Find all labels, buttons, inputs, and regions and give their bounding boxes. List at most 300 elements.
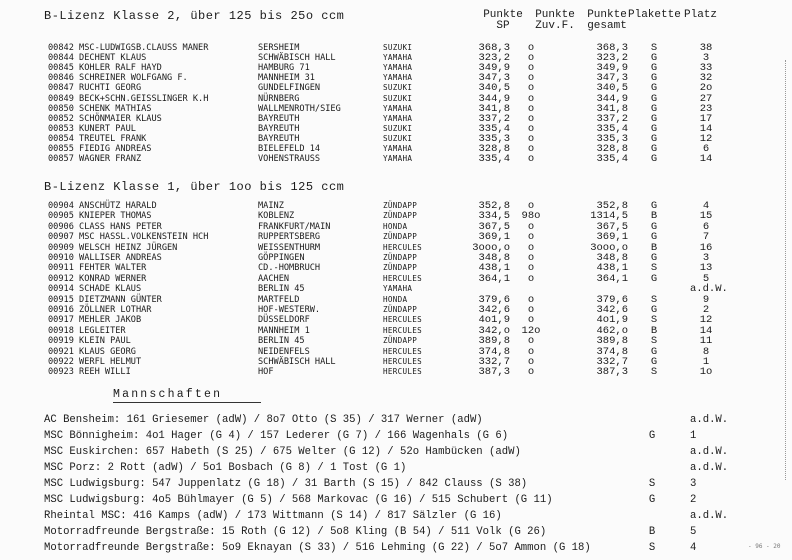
driver-city: BAYREUTH	[258, 123, 300, 134]
punkte-sp: 364,1	[478, 272, 510, 285]
driver-city: HOF-WESTERW.	[258, 305, 321, 315]
punkte-gesamt: 335,4	[596, 122, 628, 135]
team-row	[0, 541, 792, 555]
punkte-sp: 341,8	[478, 102, 510, 115]
driver-name: 00845 KOHLER RALF HAYD	[48, 63, 162, 74]
team-row	[0, 429, 792, 443]
table-row	[0, 274, 792, 284]
punkte-zuv: o	[527, 102, 535, 115]
punkte-zuv: o	[527, 143, 535, 155]
team-platz: 5	[690, 526, 697, 538]
punkte-zuv: o	[527, 62, 535, 75]
team-platz: 3	[690, 478, 697, 490]
col-header-punkte-sp	[482, 10, 524, 32]
team-entry: Motorradfreunde Bergstraße: 15 Roth (G 12) / 5o8 Kling (B 54) / 511 Volk (G 26)	[44, 526, 547, 538]
table-row	[0, 305, 792, 315]
motorcycle-make: ZÜNDAPP	[383, 253, 418, 262]
motorcycle-make: SUZUKI	[383, 93, 413, 103]
driver-name: 00910 WALLISER ANDREAS	[48, 253, 162, 263]
klasse1-title: B-Lizenz Klasse 1, über 1oo bis 125 ccm	[44, 180, 345, 194]
punkte-gesamt: 347,3	[596, 72, 628, 85]
motorcycle-make: YAMAHA	[383, 154, 413, 164]
motorcycle-make: HERCULES	[383, 346, 422, 356]
motorcycle-make: ZÜNDAPP	[383, 336, 418, 346]
punkte-gesamt: 328,8	[596, 143, 628, 155]
table-row	[0, 232, 792, 242]
platz: a.d.W.	[690, 283, 728, 296]
team-plakette: G	[648, 494, 656, 506]
punkte-zuv: o	[527, 304, 535, 316]
driver-name: 00854 TREUTEL FRANK	[48, 133, 147, 144]
motorcycle-make: YAMAHA	[383, 284, 413, 294]
driver-name: 00907 MSC HASSL.VOLKENSTEIN HCH	[48, 232, 209, 243]
punkte-sp: 369,1	[478, 231, 510, 244]
punkte-gesamt: 379,6	[596, 293, 628, 306]
team-platz: 4	[690, 542, 697, 554]
punkte-zuv: o	[527, 72, 535, 85]
table-row	[0, 253, 792, 263]
team-row	[0, 461, 792, 475]
driver-name: 00909 WELSCH HEINZ JÜRGEN	[48, 242, 178, 253]
punkte-sp: 347,3	[478, 72, 510, 85]
table-row	[0, 284, 792, 294]
table-row	[0, 263, 792, 273]
klasse2-title: B-Lizenz Klasse 2, über 125 bis 25o ccm	[44, 9, 345, 23]
platz: 13	[699, 262, 713, 275]
team-row	[0, 477, 792, 491]
punkte-zuv: o	[527, 220, 535, 233]
mannschaften-underline	[113, 402, 261, 403]
table-row	[0, 201, 792, 211]
platz: 7	[702, 231, 710, 244]
plakette: G	[650, 102, 658, 115]
driver-name: 00855 FIEDIG ANDREAS	[48, 144, 152, 154]
motorcycle-make: ZÜNDAPP	[383, 232, 418, 242]
punkte-zuv: o	[527, 153, 535, 166]
table-row	[0, 347, 792, 357]
plakette: G	[650, 72, 658, 85]
platz: 16	[699, 241, 713, 254]
driver-name: 00857 WAGNER FRANZ	[48, 154, 142, 165]
motorcycle-make: HERCULES	[383, 325, 422, 335]
table-row	[0, 104, 792, 114]
punkte-gesamt: 342,6	[596, 304, 628, 316]
driver-name: 00917 MEHLER JAKOB	[48, 315, 142, 326]
team-plakette: B	[648, 526, 656, 538]
platz: 14	[699, 153, 713, 166]
team-row	[0, 413, 792, 427]
motorcycle-make: SUZUKI	[383, 123, 413, 133]
punkte-sp: 3ooo,o	[472, 241, 510, 254]
driver-city: NÜRNBERG	[258, 93, 300, 104]
col-header-punkte-zuv	[530, 10, 580, 32]
motorcycle-make: ZÜNDAPP	[383, 201, 418, 210]
driver-name: 00919 KLEIN PAUL	[48, 336, 131, 347]
table-row	[0, 94, 792, 104]
platz: 8	[702, 345, 710, 358]
table-row	[0, 83, 792, 93]
punkte-sp: 352,8	[478, 200, 510, 212]
driver-city: SCHWÄBISCH HALL	[258, 357, 336, 367]
driver-city: MANNHEIM 1	[258, 325, 310, 336]
punkte-zuv: o	[527, 122, 535, 135]
platz: 15	[699, 210, 713, 223]
driver-city: HOF	[258, 367, 274, 378]
plakette: B	[650, 241, 658, 254]
team-plakette: G	[648, 430, 656, 442]
team-platz: a.d.W.	[690, 510, 729, 522]
punkte-gesamt: 335,3	[596, 132, 628, 145]
platz: 23	[699, 102, 713, 115]
col-header-punkte-sp-text: Punkte SP	[483, 9, 523, 32]
plakette: G	[650, 231, 658, 244]
driver-city: BERLIN 45	[258, 336, 305, 347]
punkte-zuv: o	[527, 200, 535, 212]
motorcycle-make: YAMAHA	[383, 63, 413, 73]
team-entry: AC Bensheim: 161 Griesemer (adW) / 8o7 Otto (S 35) / 317 Werner (adW)	[44, 414, 483, 426]
team-row	[0, 509, 792, 523]
platz: 2	[702, 304, 710, 316]
platz: 27	[699, 92, 713, 105]
driver-city: WALLMENROTH/SIEG	[258, 103, 341, 114]
driver-city: AACHEN	[258, 273, 290, 284]
driver-name: 00922 WERFL HELMUT	[48, 357, 142, 367]
col-header-punkte-gesamt	[584, 10, 630, 32]
punkte-zuv: o	[527, 356, 535, 368]
punkte-zuv: o	[527, 92, 535, 105]
driver-city: MANNHEIM 31	[258, 73, 315, 84]
motorcycle-make: YAMAHA	[383, 144, 413, 153]
team-platz: a.d.W.	[690, 462, 729, 474]
driver-city: SERSHEIM	[258, 43, 300, 53]
punkte-sp: 335,4	[478, 153, 510, 166]
punkte-sp: 374,8	[478, 345, 510, 358]
plakette: B	[650, 324, 658, 337]
punkte-sp: 335,3	[478, 132, 510, 145]
punkte-zuv: o	[527, 314, 535, 327]
table-row	[0, 357, 792, 367]
team-entry: Rheintal MSC: 416 Kamps (adW) / 173 Wittmann (S 14) / 817 Sälzler (G 16)	[44, 510, 502, 522]
punkte-zuv: o	[527, 335, 535, 348]
punkte-sp: 344,9	[478, 92, 510, 105]
punkte-zuv: o	[527, 252, 535, 264]
platz: 12	[699, 132, 713, 145]
driver-city: HAMBURG 71	[258, 63, 310, 74]
plakette: G	[650, 252, 658, 264]
punkte-sp: 438,1	[478, 262, 510, 275]
plakette: B	[650, 210, 658, 223]
punkte-gesamt: 368,3	[596, 42, 628, 54]
col-header-plakette: Plakette	[628, 9, 681, 21]
punkte-sp: 335,4	[478, 122, 510, 135]
punkte-sp: 348,8	[478, 252, 510, 264]
driver-city: FRANKFURT/MAIN	[258, 221, 331, 232]
punkte-gesamt: 387,3	[596, 366, 628, 379]
driver-city: WEISSENTHURM	[258, 242, 321, 253]
driver-name: 00918 LEGLEITER	[48, 325, 126, 336]
punkte-sp: 332,7	[478, 356, 510, 368]
col-header-platz: Platz	[684, 9, 718, 21]
punkte-gesamt: 323,2	[596, 52, 628, 65]
table-row	[0, 211, 792, 221]
plakette: G	[650, 92, 658, 105]
punkte-sp: 342,o	[478, 324, 510, 337]
punkte-gesamt: 349,9	[596, 62, 628, 75]
driver-city: MAINZ	[258, 201, 284, 211]
punkte-gesamt: 332,7	[596, 356, 628, 368]
plakette: G	[650, 132, 658, 145]
platz: 5	[702, 272, 710, 285]
driver-city: BIELEFELD 14	[258, 144, 321, 154]
punkte-gesamt: 462,o	[596, 324, 628, 337]
driver-name: 00847 RUCHTI GEORG	[48, 83, 142, 94]
punkte-zuv: o	[527, 262, 535, 275]
driver-city: BERLIN 45	[258, 284, 305, 295]
driver-name: 00904 ANSCHÜTZ HARALD	[48, 201, 157, 211]
table-row	[0, 144, 792, 154]
punkte-gesamt: 1314,5	[590, 210, 628, 223]
motorcycle-make: YAMAHA	[383, 53, 413, 63]
plakette: G	[650, 122, 658, 135]
motorcycle-make: ZÜNDAPP	[383, 211, 418, 221]
punkte-sp: 368,3	[478, 42, 510, 54]
platz: 17	[699, 112, 713, 125]
team-entry: MSC Ludwigsburg: 4o5 Bühlmayer (G 5) / 568 Markovac (G 16) / 515 Schubert (G 11)	[44, 494, 553, 506]
punkte-gesamt: 389,8	[596, 335, 628, 348]
punkte-gesamt: 348,8	[596, 252, 628, 264]
table-row	[0, 134, 792, 144]
driver-city: BAYREUTH	[258, 113, 300, 124]
driver-city: GÖPPINGEN	[258, 253, 305, 263]
punkte-sp: 349,9	[478, 62, 510, 75]
team-row	[0, 525, 792, 539]
punkte-zuv: 98o	[521, 210, 541, 223]
motorcycle-make: YAMAHA	[383, 73, 413, 83]
punkte-zuv: o	[527, 241, 535, 254]
driver-name: 00923 REEH WILLI	[48, 367, 131, 378]
motorcycle-make: HERCULES	[383, 357, 422, 366]
plakette: S	[650, 262, 658, 275]
plakette: G	[650, 345, 658, 358]
table-row	[0, 114, 792, 124]
punkte-sp: 328,8	[478, 143, 510, 155]
driver-city: CD.-HOMBRUCH	[258, 263, 321, 274]
motorcycle-make: HONDA	[383, 221, 408, 231]
plakette: S	[650, 42, 658, 54]
platz: 32	[699, 72, 713, 85]
plakette: S	[650, 366, 658, 379]
punkte-zuv: o	[527, 272, 535, 285]
punkte-sp: 342,6	[478, 304, 510, 316]
driver-name: 00914 SCHADE KLAUS	[48, 284, 142, 295]
punkte-sp: 387,3	[478, 366, 510, 379]
driver-name: 00916 ZÖLLNER LOTHAR	[48, 305, 152, 315]
punkte-gesamt: 340,5	[596, 82, 628, 95]
plakette: G	[650, 356, 658, 368]
driver-name: 00911 FEHTER WALTER	[48, 263, 147, 274]
punkte-gesamt: 367,5	[596, 220, 628, 233]
punkte-zuv: o	[527, 231, 535, 244]
punkte-zuv: o	[527, 82, 535, 95]
table-row	[0, 63, 792, 73]
col-header-punkte-gesamt-text: Punkte gesamt	[587, 9, 627, 32]
platz: 4	[702, 200, 710, 212]
motorcycle-make: HONDA	[383, 294, 408, 304]
table-row	[0, 336, 792, 346]
punkte-sp: 340,5	[478, 82, 510, 95]
driver-city: BAYREUTH	[258, 133, 300, 144]
driver-city: VOHENSTRAUSS	[258, 154, 321, 165]
driver-name: 00852 SCHÖNMAIER KLAUS	[48, 113, 162, 124]
team-entry: Motorradfreunde Bergstraße: 5o9 Eknayan (S 33) / 516 Lehming (G 22) / 5o7 Ammon (G 18)	[44, 542, 591, 554]
table-row	[0, 222, 792, 232]
driver-name: 00849 BECK+SCHN.GEISSLINGER K.H	[48, 93, 209, 104]
platz: 1	[702, 356, 710, 368]
punkte-zuv: o	[527, 52, 535, 65]
motorcycle-make: ZÜNDAPP	[383, 263, 418, 273]
driver-name: 00921 KLAUS GEORG	[48, 346, 136, 357]
driver-name: 00842 MSC-LUDWIGSB.CLAUSS MANER	[48, 43, 209, 53]
plakette: S	[650, 314, 658, 327]
plakette: G	[650, 272, 658, 285]
team-platz: 1	[690, 430, 697, 442]
team-row	[0, 445, 792, 459]
team-platz: 2	[690, 494, 697, 506]
table-row	[0, 243, 792, 253]
punkte-gesamt: 4o1,9	[596, 314, 628, 327]
platz: 1o	[699, 366, 713, 379]
plakette: G	[650, 52, 658, 65]
punkte-sp: 379,6	[478, 293, 510, 306]
team-row	[0, 493, 792, 507]
platz: 12	[699, 314, 713, 327]
driver-name: 00850 SCHENK MATHIAS	[48, 103, 152, 114]
plakette: G	[650, 153, 658, 166]
motorcycle-make: SUZUKI	[383, 43, 413, 52]
motorcycle-make: HERCULES	[383, 315, 422, 325]
driver-city: SCHWÄBISCH HALL	[258, 53, 336, 64]
platz: 3	[702, 252, 710, 264]
col-header-punkte-zuv-text: Punkte Zuv.F.	[535, 9, 575, 32]
plakette: S	[650, 335, 658, 348]
mannschaften-title: Mannschaften	[113, 388, 223, 401]
plakette: G	[650, 82, 658, 95]
driver-name: 00905 KNIEPER THOMAS	[48, 211, 152, 222]
punkte-zuv: o	[527, 112, 535, 125]
table-row	[0, 295, 792, 305]
driver-city: KOBLENZ	[258, 211, 295, 222]
team-entry: MSC Porz: 2 Rott (adW) / 5o1 Bosbach (G 8) / 1 Tost (G 1)	[44, 462, 407, 474]
punkte-gesamt: 341,8	[596, 102, 628, 115]
team-entry: MSC Ludwigsburg: 547 Juppenlatz (G 18) / 31 Barth (S 15) / 842 Clauss (S 38)	[44, 478, 528, 490]
plakette: G	[650, 304, 658, 316]
driver-city: DÜSSELDORF	[258, 315, 310, 326]
punkte-sp: 337,2	[478, 112, 510, 125]
punkte-zuv: o	[527, 293, 535, 306]
driver-name: 00853 KUNERT PAUL	[48, 123, 136, 134]
team-plakette: S	[648, 478, 656, 490]
platz: 2o	[699, 82, 713, 95]
motorcycle-make: HERCULES	[383, 273, 422, 283]
punkte-zuv: o	[527, 345, 535, 358]
punkte-zuv: o	[527, 132, 535, 145]
table-row	[0, 53, 792, 63]
platz: 9	[702, 293, 710, 306]
punkte-sp: 389,8	[478, 335, 510, 348]
punkte-gesamt: 335,4	[596, 153, 628, 166]
platz: 6	[702, 220, 710, 233]
plakette: G	[650, 112, 658, 125]
driver-name: 00846 SCHREINER WOLFGANG F.	[48, 73, 188, 84]
motorcycle-make: SUZUKI	[383, 83, 413, 93]
motorcycle-make: HERCULES	[383, 367, 422, 377]
motorcycle-make: YAMAHA	[383, 113, 413, 123]
team-entry: MSC Bönnigheim: 4o1 Hager (G 4) / 157 Lederer (G 7) / 166 Wagenhals (G 6)	[44, 430, 509, 442]
plakette: G	[650, 62, 658, 75]
plakette: G	[650, 220, 658, 233]
punkte-gesamt: 374,8	[596, 345, 628, 358]
table-row	[0, 326, 792, 336]
punkte-gesamt: 438,1	[596, 262, 628, 275]
motorcycle-make: HERCULES	[383, 242, 422, 252]
punkte-zuv: 12o	[521, 324, 541, 337]
team-platz: a.d.W.	[690, 446, 729, 458]
punkte-zuv: o	[527, 42, 535, 54]
punkte-gesamt: 344,9	[596, 92, 628, 105]
driver-city: GUNDELFINGEN	[258, 83, 321, 94]
motorcycle-make: YAMAHA	[383, 103, 413, 113]
platz: 6	[702, 143, 710, 155]
punkte-sp: 334,5	[478, 210, 510, 223]
punkte-gesamt: 352,8	[596, 200, 628, 212]
table-row	[0, 154, 792, 164]
platz: 14	[699, 324, 713, 337]
punkte-gesamt: 337,2	[596, 112, 628, 125]
table-row	[0, 315, 792, 325]
platz: 11	[699, 335, 713, 348]
team-plakette: S	[648, 542, 656, 554]
punkte-sp: 323,2	[478, 52, 510, 65]
punkte-zuv: o	[527, 366, 535, 379]
plakette: G	[650, 200, 658, 212]
punkte-sp: 4o1,9	[478, 314, 510, 327]
plakette: G	[650, 143, 658, 155]
punkte-sp: 367,5	[478, 220, 510, 233]
punkte-gesamt: 3ooo,o	[590, 241, 628, 254]
motorcycle-make: SUZUKI	[383, 133, 413, 143]
motorcycle-make: ZÜNDAPP	[383, 305, 418, 314]
page-edge-shadow	[783, 60, 786, 480]
driver-city: RUPPERTSBERG	[258, 232, 321, 243]
driver-city: NEIDENFELS	[258, 346, 310, 357]
footer-mark: - 96 - 20	[748, 543, 781, 550]
table-row	[0, 124, 792, 134]
driver-name: 00912 KONRAD WERNER	[48, 273, 147, 284]
driver-city: MARTFELD	[258, 294, 300, 305]
plakette: S	[650, 293, 658, 306]
team-platz: a.d.W.	[690, 414, 729, 426]
punkte-gesamt: 369,1	[596, 231, 628, 244]
table-row	[0, 43, 792, 53]
driver-name: 00906 CLASS HANS PETER	[48, 221, 162, 232]
driver-name: 00915 DIETZMANN GÜNTER	[48, 294, 162, 305]
driver-name: 00844 DECHENT KLAUS	[48, 53, 147, 64]
platz: 14	[699, 122, 713, 135]
platz: 38	[699, 42, 713, 54]
table-row	[0, 367, 792, 377]
platz: 3	[702, 52, 710, 65]
table-row	[0, 73, 792, 83]
